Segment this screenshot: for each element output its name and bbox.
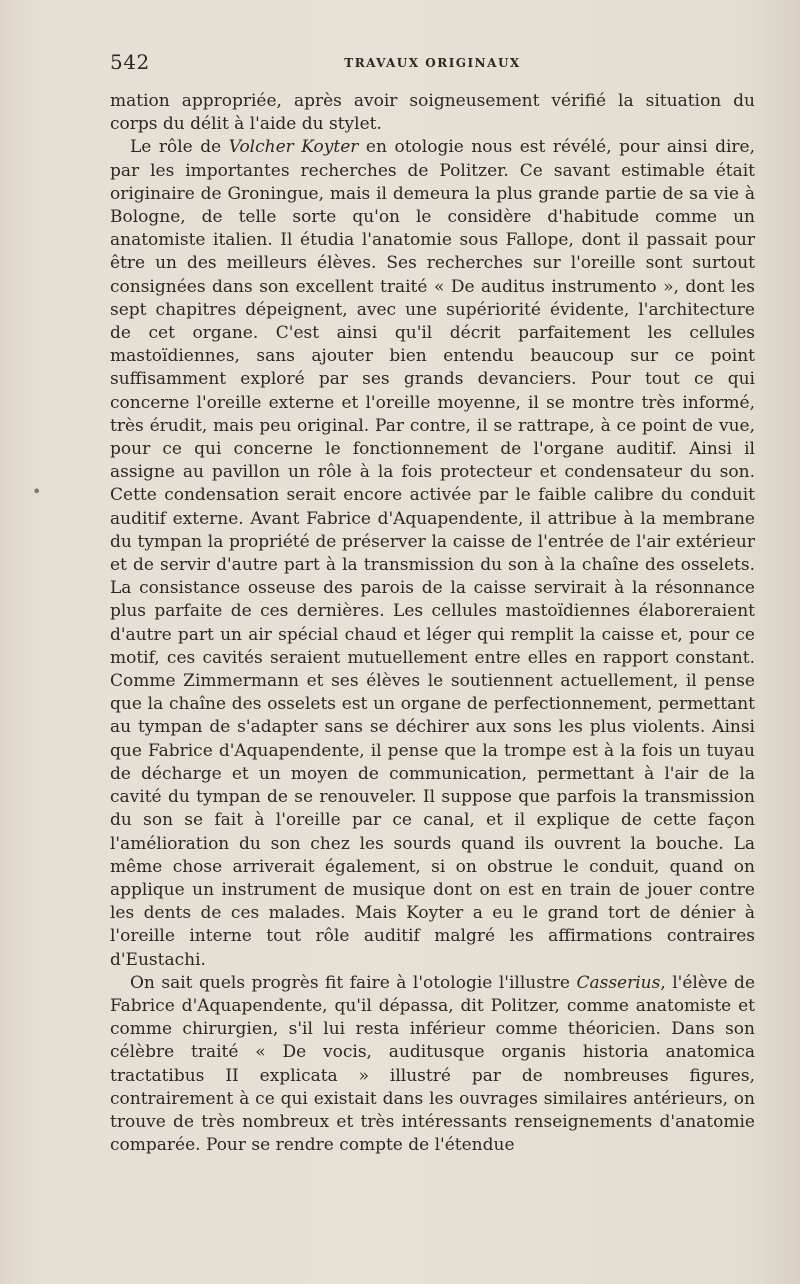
- margin-mark: •: [32, 482, 42, 501]
- name-italic: Casserius: [576, 972, 661, 993]
- body-text: [110, 90, 755, 1157]
- text-run: en otologie nous est révélé, pour ainsi dire, par les importantes recherches de Politzer. Ce savant estimable était originaire de Groningue, mais il demeura la plus grande partie de sa vie à Bologne, de telle sorte qu'on le considère d'habitude comme un anatomiste italien. Il étudia l'anatomie sous Fallope, dont il passait pour être un des meilleurs élèves. Ses recherches sur l'oreille sont surtout consignées dans son excellent traité « De auditus instrumento », dont les sept chapitres dépeignent, avec une supériorité évidente, l'architecture de cet organe. C'est ainsi qu'il décrit parfaitement les cellules mastoïdiennes, sans ajouter bien entendu beaucoup sur ce point suffisamment exploré par ses grands devanciers. Pour tout ce qui concerne l'oreille externe et l'oreille moyenne, il se montre très informé, très érudit, mais peu original. Par contre, il se rattrape, à ce point de vue, pour ce qui concerne le fonctionnement de l'organe auditif. Ainsi il assigne au pavillon un rôle à la fois protecteur et condensateur du son. Cette condensation serait encore activée par le faible calibre du conduit auditif externe. Avant Fabrice d'Aquapendente, il attribue à la membrane du tympan la propriété de préserver la caisse de l'entrée de l'air extérieur et de servir d'autre part à la transmission du son à la chaîne des osselets. La consistance osseuse des parois de la caisse servirait à la résonnance plus parfaite de ces dernières. Les cellules mastoïdiennes élaboreraient d'autre part un air spécial chaud et léger qui remplit la caisse et, pour ce motif, ces cavités seraient mutuellement entre elles en rapport constant. Comme Zimmermann et ses élèves le soutiennent actuellement, il pense que la chaîne des osselets est un organe de perfectionnement, permettant au tympan de s'adapter sans se déchirer aux sons les plus violents. Ainsi que Fabrice d'Aquapendente, il pense que la trompe est à la fois un tuyau de décharge et un moyen de communication, permettant à l'air de la cavité du tympan de se renouveler. Il suppose que parfois la transmission du son se fait à l'oreille par ce canal, et il explique de cette façon l'amélioration du son chez les sourds quand ils ouvrent la bouche. La même chose arriverait également, si on obstrue le conduit, quand on applique un instrument de musique dont on est en train de jouer contre les dents de ces malades. Mais Koyter a eu le grand tort de dénier à l'oreille interne tout rôle auditif malgré les affirmations contraires d'Eustachi.: [110, 137, 755, 970]
- paragraph-koyter: [110, 136, 755, 971]
- text-run: On sait quels progrès fit faire à l'otologie l'illustre: [130, 972, 577, 993]
- name-italic: Volcher Koyter: [228, 137, 359, 158]
- running-head: TRAVAUX ORIGINAUX: [344, 56, 521, 70]
- paragraph-continuation: [110, 90, 755, 136]
- text-run: Le rôle de: [130, 137, 229, 158]
- page-number: 542: [110, 50, 150, 74]
- page-header: [110, 50, 755, 74]
- paragraph-casserius: [110, 972, 755, 1158]
- text-run: , l'élève de Fabrice d'Aquapendente, qu'il dépassa, dit Politzer, comme anatomiste et comme chirurgien, s'il lui resta inférieur comme théoricien. Dans son célèbre traité « De vocis, auditusque organis historia anatomica tractatibus II explicata » illustré par de nombreuses figures, contrairement à ce qui existait dans les ouvrages similaires antérieurs, on trouve de très nombreux et très intéressants renseignements d'anatomie comparée. Pour se rendre compte de l'étendue: [110, 972, 756, 1156]
- text-run: mation appropriée, après avoir soigneusement vérifié la situation du corps du délit à l'aide du stylet.: [110, 91, 755, 135]
